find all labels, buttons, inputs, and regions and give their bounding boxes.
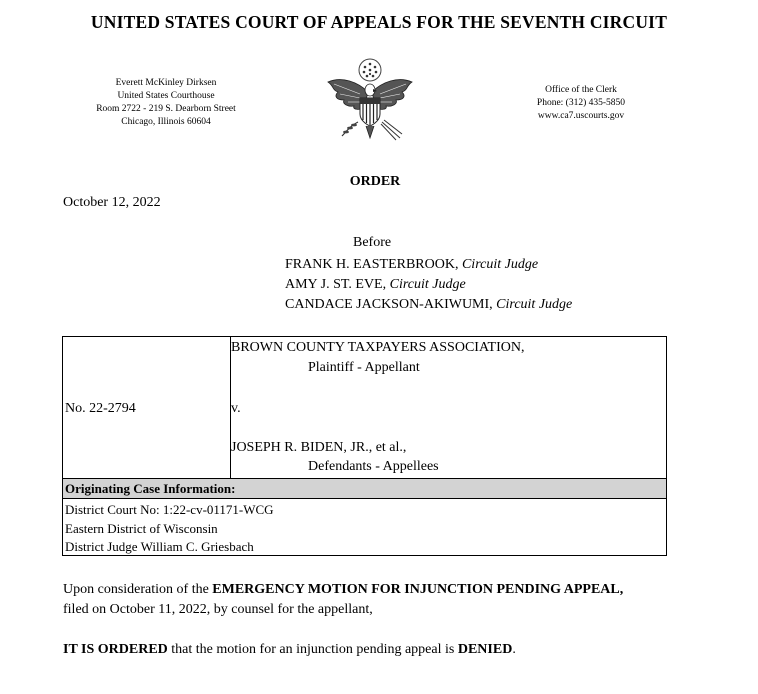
judge-entry bbox=[285, 297, 572, 313]
defendant-role: Defendants - Appellees bbox=[308, 459, 439, 474]
case-number-cell bbox=[63, 337, 231, 478]
clerk-office-info bbox=[520, 84, 642, 123]
district-judge: District Judge William C. Griesbach bbox=[65, 539, 254, 554]
judge-entry bbox=[285, 277, 466, 293]
ruling-denied: DENIED bbox=[457, 642, 513, 657]
judge-entry bbox=[285, 257, 538, 273]
court-eagle-seal-icon bbox=[320, 52, 420, 147]
case-caption-table bbox=[62, 336, 667, 556]
address-line: Chicago, Illinois 60604 bbox=[121, 117, 211, 127]
it-is-ordered: IT IS ORDERED bbox=[63, 642, 168, 657]
judge-title: Circuit Judge bbox=[389, 277, 466, 292]
panel-before-label: Before bbox=[353, 235, 392, 250]
p1-filing-details: filed on October 11, 2022, by counsel for the appellant, bbox=[63, 602, 373, 617]
address-line: Everett McKinley Dirksen bbox=[115, 78, 217, 88]
order-title: ORDER bbox=[349, 174, 401, 189]
district-name: Eastern District of Wisconsin bbox=[65, 521, 218, 536]
p1-prefix: Upon consideration of the bbox=[63, 582, 213, 597]
address-line: Room 2722 - 219 S. Dearborn Street bbox=[96, 104, 236, 114]
plaintiff-name: BROWN COUNTY TAXPAYERS ASSOCIATION, bbox=[231, 340, 525, 355]
motion-title: EMERGENCY MOTION FOR INJUNCTION PENDING APPEAL, bbox=[212, 582, 624, 597]
case-parties-cell bbox=[231, 337, 666, 478]
originating-info-heading: Originating Case Information: bbox=[63, 478, 666, 499]
judge-name: FRANK H. EASTERBROOK, bbox=[285, 257, 459, 272]
judge-title: Circuit Judge bbox=[461, 257, 539, 272]
p2-end: . bbox=[512, 642, 516, 657]
ordered-paragraph bbox=[63, 640, 516, 660]
judge-name: CANDACE JACKSON-AKIWUMI, bbox=[285, 297, 493, 312]
address-line: United States Courthouse bbox=[117, 91, 215, 101]
consideration-paragraph bbox=[63, 580, 623, 620]
clerk-website: www.ca7.uscourts.gov bbox=[537, 111, 625, 121]
p2-middle: that the motion for an injunction pending appeal is bbox=[167, 642, 458, 657]
versus-label: v. bbox=[231, 401, 241, 416]
clerk-office-label: Office of the Clerk bbox=[545, 85, 617, 95]
clerk-phone: Phone: (312) 435-5850 bbox=[536, 98, 626, 108]
judge-title: Circuit Judge bbox=[496, 297, 573, 312]
courthouse-address bbox=[88, 77, 244, 129]
court-heading: UNITED STATES COURT OF APPEALS FOR THE SEVENTH CIRCUIT bbox=[90, 12, 668, 32]
district-court-number: District Court No: 1:22-cv-01171-WCG bbox=[65, 502, 274, 517]
case-number: No. 22-2794 bbox=[65, 401, 136, 416]
plaintiff-role: Plaintiff - Appellant bbox=[308, 360, 420, 375]
defendant-name: JOSEPH R. BIDEN, JR., et al., bbox=[231, 440, 407, 455]
order-date: October 12, 2022 bbox=[63, 195, 161, 210]
judge-name: AMY J. ST. EVE, bbox=[285, 277, 387, 292]
